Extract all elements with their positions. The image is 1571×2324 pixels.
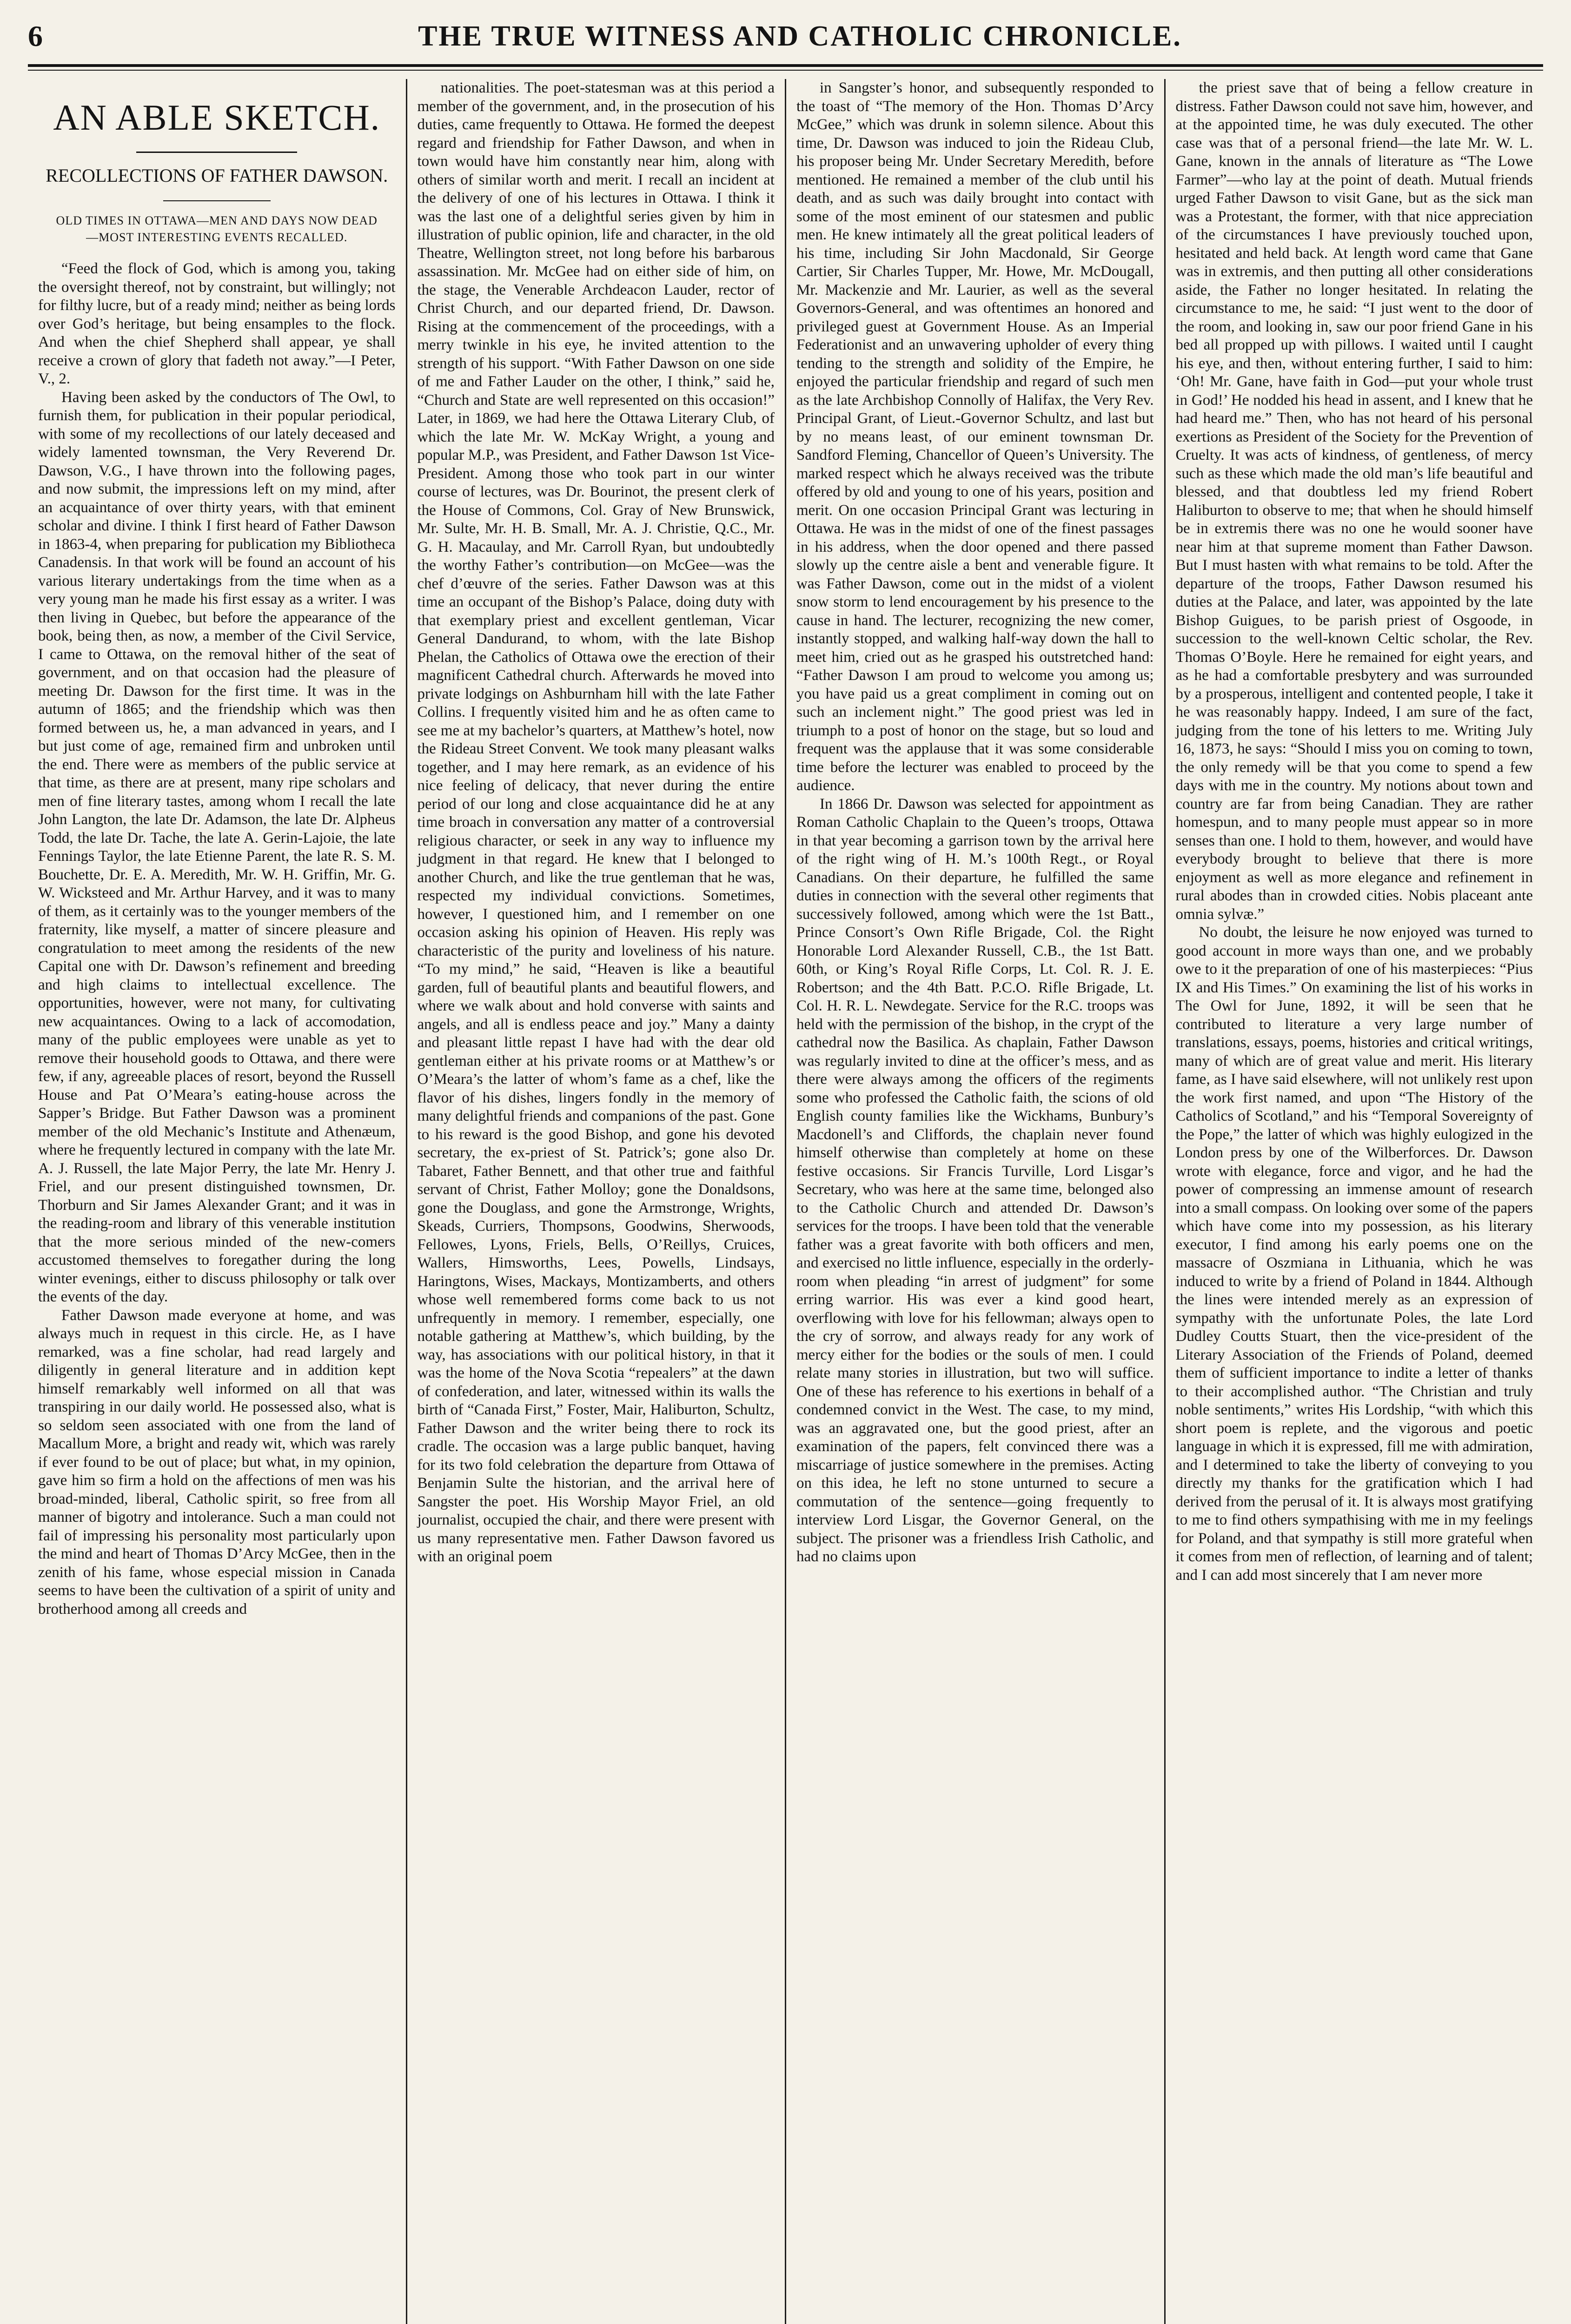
column-1 (28, 79, 406, 2324)
header-rule (28, 64, 1543, 67)
article-subtitle: RECOLLECTIONS OF FATHER DAWSON. (46, 165, 388, 186)
column-3 (786, 79, 1164, 2324)
article-title: AN ABLE SKETCH. (53, 97, 381, 138)
header-rule-thin (28, 70, 1543, 71)
paragraph: Having been asked by the conductors of The Owl, to furnish them, for publication in their popular periodical, with some of my recollections of our lately deceased and widely lamented townsman, the Very Reverend Dr. Dawson, V.G., I have thrown into the following pages, and now submit, the impressions left on my mind, after an acquaintance of over thirty years, with that eminent scholar and divine. I think I first heard of Father Dawson in 1863-4, when preparing for publication my Bibliotheca Canadensis. In that work will be found an account of his various literary undertakings from the time when as a very young man he made his first essay as a writer. I was then living in Quebec, but before the appearance of the book, being then, as now, a member of the Civil Service, I came to Ottawa, on the removal hither of the seat of government, and on that occasion had the pleasure of meeting Dr. Dawson for the first time. It was in the autumn of 1865; and the friendship which was then formed between us, he, a man advanced in years, and I but just come of age, remained firm and unbroken until the end. There were as members of the public service at that time, as there are at present, many ripe scholars and men of fine literary tastes, among whom I recall the late John Langton, the late Dr. Adamson, the late Dr. Alpheus Todd, the late Dr. Tache, the late A. Gerin-Lajoie, the late Fennings Taylor, the late Etienne Parent, the late R. S. M. Bouchette, Dr. E. A. Meredith, Mr. W. H. Griffin, Mr. G. W. Wicksteed and Mr. Arthur Harvey, and it was to many of them, as it certainly was to the younger members of the fraternity, like myself, a matter of sincere pleasure and congratulation to meet among the residents of the new Capital one with Dr. Dawson’s refinement and breeding and high claims to intellectual excellence. The opportunities, however, were not many, for cultivating new acquaintances. Owing to a lack of accomodation, many of the public employees were unable as yet to remove their household goods to Ottawa, and there were few, if any, agreeable places of resort, beyond the Russell House and Pat O’Meara’s eating-house across the Sapper’s Bridge. But Father Dawson was a prominent member of the old Mechanic’s Institute and Athenæum, where he frequently lectured in company with the late Mr. A. J. Russell, the late Major Perry, the late Mr. Henry J. Friel, and our present distinguished townsmen, Dr. Thorburn and Sir James Alexander Grant; and it was in the reading-room and library of this venerable institution that the more serious minded of the new-comers accustomed themselves to foregather during the long winter evenings, either to discuss philosophy or talk over the events of the day. (38, 389, 396, 1305)
paragraph: In 1866 Dr. Dawson was selected for appointment as Roman Catholic Chaplain to the Queen’s troops, Ottawa in that year becoming a garrison town by the arrival here of the right wing of H. M.’s 100th Regt., or Royal Canadians. On their departure, he fulfilled the same duties in connection with the several other regiments that successively followed, among which were the 1st Batt., Prince Consort’s Own Rifle Brigade, Col. the Right Honorable Lord Alexander Russell, C.B., the 1st Batt. 60th, or King’s Royal Rifle Corps, Lt. Col. R. J. E. Robertson; and the 4th Batt. P.C.O. Rifle Brigade, Lt. Col. H. R. L. Newdegate. Service for the R.C. troops was held with the permission of the bishop, in the crypt of the cathedral now the Basilica. As chaplain, Father Dawson was regularly invited to dine at the officer’s mess, and as there were always among the officers of the regiments some who professed the Catholic faith, the scions of old English county families like the Wickhams, Bunbury’s Macdonell’s and Cliffords, the chaplain never found himself otherwise than completely at home on these festive occasions. Sir Francis Turville, Lord Lisgar’s Secretary, who was here at the same time, belonged also to the Catholic Church and attended Dr. Dawson’s services for the troops. I have been told that the venerable father was a great favorite with both officers and men, and exercised no little influence, especially in the orderly-room when pleading “in arrest of judgment” for some erring warrior. His was ever a kind good heart, overflowing with love for his fellowman; always open to the cry of sorrow, and always ready for any work of mercy either for the bodies or the souls of men. I could relate many stories in illustration, but two will suffice. One of these has reference to his exertions in behalf of a condemned convict in the West. The case, to my mind, was an aggravated one, but the good priest, after an examination of the papers, felt convinced there was a miscarriage of justice somewhere in the premises. Acting on this idea, he left no stone unturned to secure a commutation of the sentence—going frequently to interview Lord Lisgar, the Governor General, on the subject. The prisoner was a friendless Irish Catholic, and had no claims upon (796, 795, 1154, 1565)
column-2 (407, 79, 785, 2324)
masthead: THE TRUE WITNESS AND CATHOLIC CHRONICLE. (418, 20, 1182, 52)
paragraph: the priest save that of being a fellow creature in distress. Father Dawson could not save him, however, and at the appointed time, he was duly executed. The other case was that of a personal friend—the late Mr. W. L. Gane, known in the annals of literature as “The Lowe Farmer”—who lay at the point of death. Mutual friends urged Father Dawson to visit Gane, but as the sick man was a Protestant, the former, with that nice appreciation of the circumstances I have previously touched upon, hesitated and held back. At length word came that Gane was in extremis, and then putting all other considerations aside, the Father no longer hesitated. In relating the circumstance to me, he said: “I just went to the door of the room, and looking in, saw our poor friend Gane in his bed all propped up with pillows. I waited until I caught his eye, and then, without entering further, I said to him: ‘Oh! Mr. Gane, have faith in God—put your whole trust in God!’ He nodded his head in assent, and I knew that he had heard me.” Then, who has not heard of his personal exertions as President of the Society for the Prevention of Cruelty. It was acts of kindness, of gentleness, of mercy such as these which made the old man’s life beautiful and blessed, and that doubtless led my friend Robert Haliburton to observe to me; that when he should himself be in extremis there was no one he would sooner have near him at that supreme moment than Father Dawson. But I must hasten with what remains to be told. After the departure of the troops, Father Dawson resumed his duties at the Palace, and later, was appointed by the late Bishop Guigues, to be parish priest of Osgoode, in succession to the well-known Celtic scholar, the Rev. Thomas O’Boyle. Here he remained for eight years, and as he had a comfortable presbytery and was surrounded by a prosperous, intelligent and contented people, I take it he was reasonably happy. Indeed, I am sure of the fact, judging from the tone of his letters to me. Writing July 16, 1873, he says: “Should I miss you on coming to town, the only remedy will be that you come to spend a few days with me in the country. My notions about town and country are far from being Canadian. They are rather homespun, and to many people must appear so in more senses than one. I hold to them, however, and would have everybody brought to believe that there is more enjoyment as well as more elegance and refinement in rural abodes than in crowded cities. Nobis placeant ante omnia sylvæ.” (1175, 79, 1533, 923)
paragraph: nationalities. The poet-statesman was at this period a member of the government, and, in the prosecution of his duties, came frequently to Ottawa. He formed the deepest regard and friendship for Father Dawson, and when in town would have him constantly near him, along with others of similar worth and merit. I recall an incident at the delivery of one of his lectures in Ottawa. I think it was the last one of a delightful series given by him in illustration of public opinion, life and character, in the old Theatre, Wellington street, not long before his barbarous assassination. Mr. McGee had on either side of him, on the stage, the Venerable Archdeacon Lauder, rector of Christ Church, and our departed friend, Dr. Dawson. Rising at the commencement of the proceedings, with a merry twinkle in his eye, he invited attention to the strength of his support. “With Father Dawson on one side of me and Father Lauder on the other, I think,” said he, “Church and State are well represented on this occasion!” Later, in 1869, we had here the Ottawa Literary Club, of which the late Mr. W. McKay Wright, a young and popular M.P., was President, and Father Dawson 1st Vice-President. Among those who took part in our winter course of lectures, was Dr. Bourinot, the present clerk of the House of Commons, Col. Gray of New Brunswick, Mr. Sulte, Mr. H. B. Small, Mr. A. J. Christie, Q.C., Mr. G. H. Macaulay, and Mr. Carroll Ryan, but undoubtedly the worthy Father’s contribution—on McGee—was the chef d’œuvre of the series. Father Dawson was at this time an occupant of the Bishop’s Palace, doing duty with that exemplary priest and excellent gentleman, Vicar General Dandurand, to whom, with the late Bishop Phelan, the Catholics of Ottawa owe the erection of their magnificent Cathedral church. Afterwards he moved into private lodgings on Ashburnham hill with the late Father Collins. I frequently visited him and he as often came to see me at my bachelor’s quarters, at Matthew’s hotel, now the Rideau Street Convent. We took many pleasant walks together, and I may here remark, as an evidence of his nice feeling of delicacy, that never during the entire period of our long and close acquaintance did he at any time broach in conversation any matter of a controversial religious character, or seek in any way to influence my judgment in that regard. He knew that I belonged to another Church, and like the true gentleman that he was, respected my individual convictions. Sometimes, however, I questioned him, and I remember on one occasion asking his opinion of Heaven. His reply was characteristic of the purity and loveliness of his nature. “To my mind,” he said, “Heaven is like a beautiful garden, full of beautiful plants and beautiful flowers, and where we walk about and hold converse with saints and angels, and all is endless peace and joy.” Many a dainty and pleasant little repast I have had with the dear old gentleman either at his private rooms or at Matthew’s or O’Meara’s the latter of whom’s fame as a chef, like the flavor of his dishes, lingers fondly in the memory of many delightful friends and companions of the past. Gone to his reward is the good Bishop, and gone his devoted secretary, the ex-priest of St. Patrick’s; gone also Dr. Tabaret, Father Bennett, and that other true and faithful servant of Christ, Father Molloy; gone the Donaldsons, gone the Douglass, and gone the Armstronge, Wrights, Skeads, Curriers, Thompsons, Goodwins, Sherwoods, Fellowes, Lyons, Friels, Bells, O’Reillys, Cruices, Wallers, Himsworths, Lees, Powells, Lindsays, Haringtons, Wises, Mackays, Montizamberts, and others whose well remembered forms come back to us not unfrequently in memory. I remember, especially, one notable gathering at Matthew’s, which building, by the way, has associations with our political history, in that it was the home of the Nova Scotia “repealers” at the dawn of confederation, and later, witnessed within its walls the birth of “Canada First,” Foster, Mair, Haliburton, Schultz, Father Dawson and the writer being there to rock its cradle. The occasion was a large public banquet, having for its two fold celebration the departure from Ottawa of Benjamin Sulte the historian, and the arrival here of Sangster the poet. His Worship Mayor Friel, an old journalist, occupied the chair, and there were present with us many representative men. Father Dawson favored us with an original poem (417, 79, 775, 1565)
page-number: 6 (28, 20, 43, 53)
article-deck: OLD TIMES IN OTTAWA—MEN AND DAYS NOW DEAD—MOST INTERESTING EVENTS RECALLED. (56, 214, 378, 244)
column-4 (1166, 79, 1544, 2324)
paragraph: “Feed the flock of God, which is among you, taking the oversight thereof, not by constraint, but willingly; not for filthy lucre, but of a ready mind; neither as being lords over God’s heritage, but being ensamples to the flock. And when the chief Shepherd shall appear, ye shall receive a crown of glory that fadeth not away.”—I Peter, V., 2. (38, 260, 396, 387)
article-columns (28, 79, 1543, 2324)
paragraph: Father Dawson made everyone at home, and was always much in request in this circle. He, as I have remarked, was a fine scholar, had read largely and diligently in general literature and in addition kept himself remarkably well informed on all that was transpiring in our daily world. He possessed also, what is so seldom seen associated with one from the land of Macallum More, a bright and ready wit, which was rarely if ever found to be out of place; but what, in my opinion, gave him so firm a hold on the affections of men was his broad-minded, liberal, Catholic spirit, so free from all manner of bigotry and intolerance. Such a man could not fail of impressing his personality most particularly upon the mind and heart of Thomas D’Arcy McGee, then in the zenith of his fame, whose especial mission in Canada seems to have been the cultivation of a spirit of unity and brotherhood among all creeds and (38, 1307, 396, 1618)
title-rule (136, 152, 297, 153)
paragraph: in Sangster’s honor, and subsequently responded to the toast of “The memory of the Hon. Thomas D’Arcy McGee,” which was drunk in solemn silence. About this time, Dr. Dawson was induced to join the Rideau Club, his proposer being Mr. Under Secretary Meredith, before mentioned. He remained a member of the club until his death, and as such was daily brought into contact with some of the most eminent of our statesmen and public men. He knew intimately all the great political leaders of his time, including Sir John Macdonald, Sir George Cartier, Sir Charles Tupper, Mr. Howe, Mr. McDougall, Mr. Mackenzie and Mr. Laurier, as well as the several Governors-General, and was oftentimes an honored and privileged guest at Government House. As an Imperial Federationist and an unwavering upholder of every thing tending to the strength and solidity of the Empire, he enjoyed the particular friendship and regard of such men as the late Archbishop Connolly of Halifax, the Very Rev. Principal Grant, of Lieut.-Governor Schultz, and last but by no means least, of our eminent townsman Dr. Sandford Fleming, Chancellor of Queen’s University. The marked respect which he always received was the tribute offered by old and young to one of his years, position and merit. On one occasion Principal Grant was lecturing in Ottawa. He was in the midst of one of the finest passages in his address, when the door opened and there passed slowly up the centre aisle a bent and venerable figure. It was Father Dawson, come out in the midst of a violent snow storm to lend encouragement by his presence to the cause in hand. The lecturer, recognizing the new comer, instantly stopped, and walking half-way down the hall to meet him, cried out as he grasped his outstretched hand: “Father Dawson I am proud to welcome you among us; you have paid us a great compliment in coming out on such an inclement night.” The good priest was led in triumph to a post of honor on the stage, but so loud and frequent was the applause that it was some considerable time before the lecturer was enabled to proceed by the audience. (796, 79, 1154, 794)
subtitle-rule (163, 200, 271, 201)
paragraph: No doubt, the leisure he now enjoyed was turned to good account in more ways than one, and we probably owe to it the preparation of one of his masterpieces: “Pius IX and His Times.” On examining the list of his works in The Owl for June, 1892, it will be seen that he contributed to literature a very large number of translations, essays, poems, histories and critical writings, many of which are of great value and merit. His literary fame, as I have said elsewhere, will not unlikely rest upon the work first named, and upon “The History of the Catholics of Scotland,” and his “Temporal Sovereignty of the Pope,” the latter of which was highly eulogized in the London press by one of the Wilberforces. Dr. Dawson wrote with elegance, force and vigor, and he had the power of compressing an immense amount of research into a small compass. On looking over some of the papers which have come into my possession, as his literary executor, I find among his early poems one on the massacre of Oszmiana in Lithuania, which he was induced to write by a friend of Poland in 1844. Although the lines were intended merely as an expression of sympathy with the unfortunate Poles, the late Lord Dudley Coutts Stuart, then the vice-president of the Literary Association of the Friends of Poland, deemed them of sufficient importance to indite a letter of thanks to their accomplished author. “The Christian and truly noble sentiments,” writes His Lordship, “with which this short poem is replete, and the vigorous and poetic language in which it is expressed, fill me with admiration, and I determined to take the liberty of conveying to you directly my thanks for the gratification which I had derived from the perusal of it. It is always most gratifying to me to find others sympathising with me in my feelings for Poland, and that sympathy is still more grateful when it comes from men of reflection, of learning and of talent; and I can add most sincerely that I am never more (1175, 924, 1533, 1584)
page-header (28, 13, 1543, 59)
